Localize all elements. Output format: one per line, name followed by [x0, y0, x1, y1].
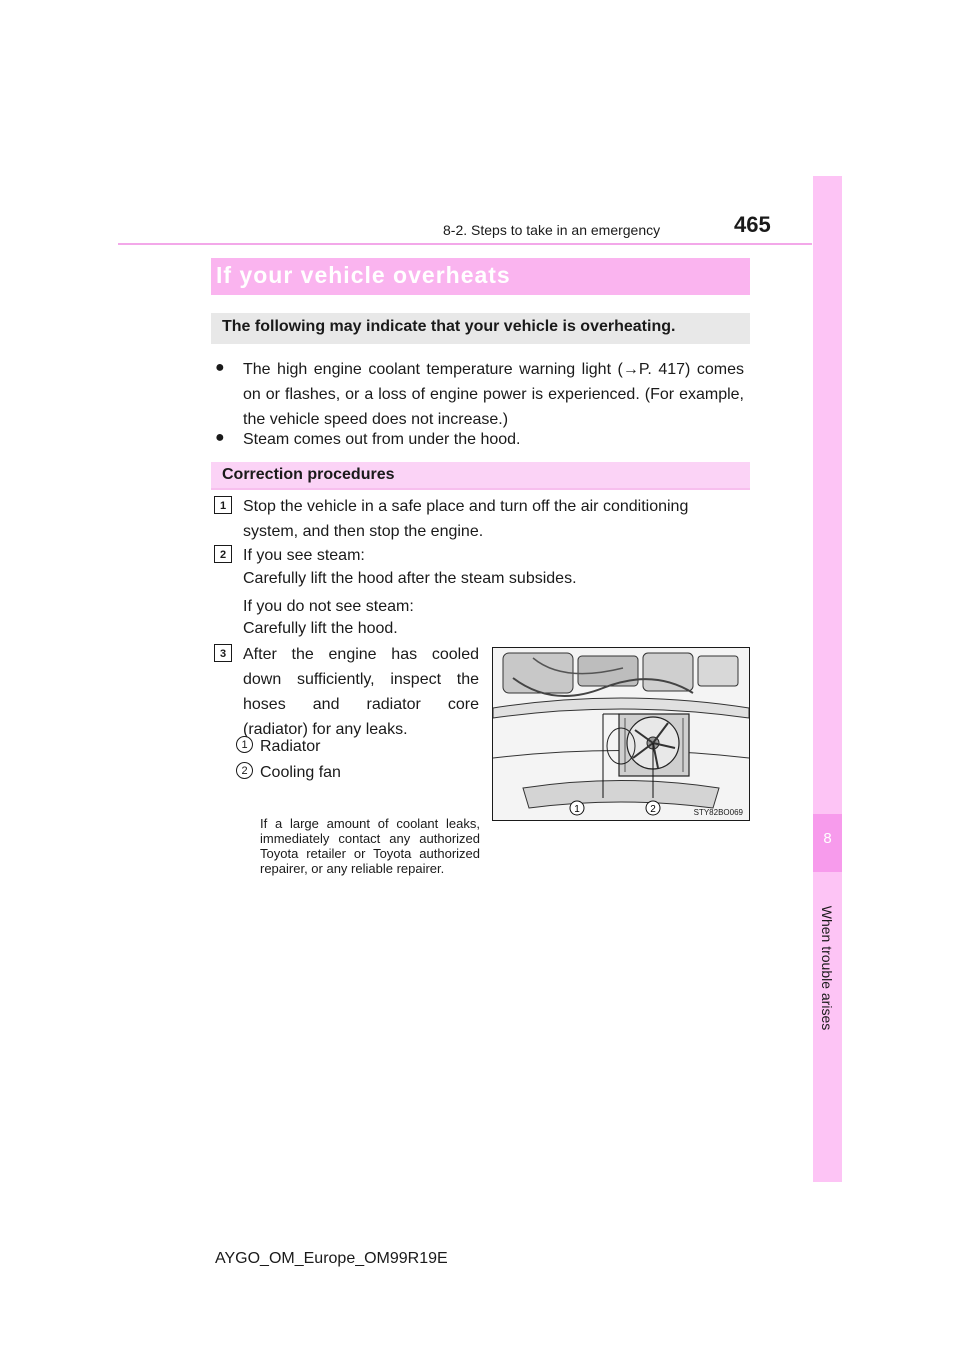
- engine-bay-drawing: [493, 648, 749, 820]
- callout-label: Cooling fan: [260, 764, 341, 781]
- leak-note: If a large amount of coolant leaks, immediately contact any authorized Toyota retailer or Toyota authorized repairer, or any reliable repairer.: [260, 816, 480, 876]
- callout-label: Radiator: [260, 738, 321, 755]
- callout-number: 2: [236, 762, 253, 779]
- indicator-item: Steam comes out from under the hood.: [243, 431, 521, 448]
- chapter-title: When trouble arises: [819, 905, 835, 1031]
- figure-callout-2-label: 2: [650, 804, 656, 815]
- procedures-heading: Correction procedures: [222, 466, 395, 483]
- step-3-text: After the engine has cooled down sufficiently, inspect the hoses and radiator core (radiator) for any leaks.: [243, 646, 479, 738]
- step-number-box: 1: [214, 496, 232, 514]
- figure-callout-1-label: 1: [574, 804, 580, 815]
- header-divider: [118, 243, 812, 245]
- indicators-heading: The following may indicate that your vehicle is overheating.: [222, 318, 676, 335]
- document-footer: AYGO_OM_Europe_OM99R19E: [215, 1250, 448, 1267]
- section-title: 8-2. Steps to take in an emergency: [443, 222, 661, 238]
- step-2-line: If you do not see steam:: [243, 598, 414, 615]
- step-2-line: If you see steam:: [243, 547, 365, 564]
- step-number-box: 2: [214, 545, 232, 563]
- page-number: 465: [734, 212, 771, 237]
- step-1-text: Stop the vehicle in a safe place and turn off the air conditioning system, and then stop the engine.: [243, 498, 689, 540]
- callout-number: 1: [236, 736, 253, 753]
- step-number-box: 3: [214, 644, 232, 662]
- bullet-icon: ●: [215, 359, 225, 376]
- chapter-number: 8: [823, 830, 832, 847]
- step-2-line: Carefully lift the hood after the steam subsides.: [243, 570, 577, 587]
- step-2-line: Carefully lift the hood.: [243, 620, 398, 637]
- figure-code: STY82BO069: [693, 808, 743, 817]
- bullet-icon: ●: [215, 429, 225, 446]
- chapter-side-tab: [813, 176, 842, 1182]
- page-title: If your vehicle overheats: [216, 262, 511, 288]
- engine-bay-illustration: [492, 647, 750, 821]
- indicator-item: The high engine coolant temperature warning light (→P. 417) comes on or flashes, or a loss of engine power is experienced. (For example, the vehicle speed does not increase.): [243, 361, 744, 428]
